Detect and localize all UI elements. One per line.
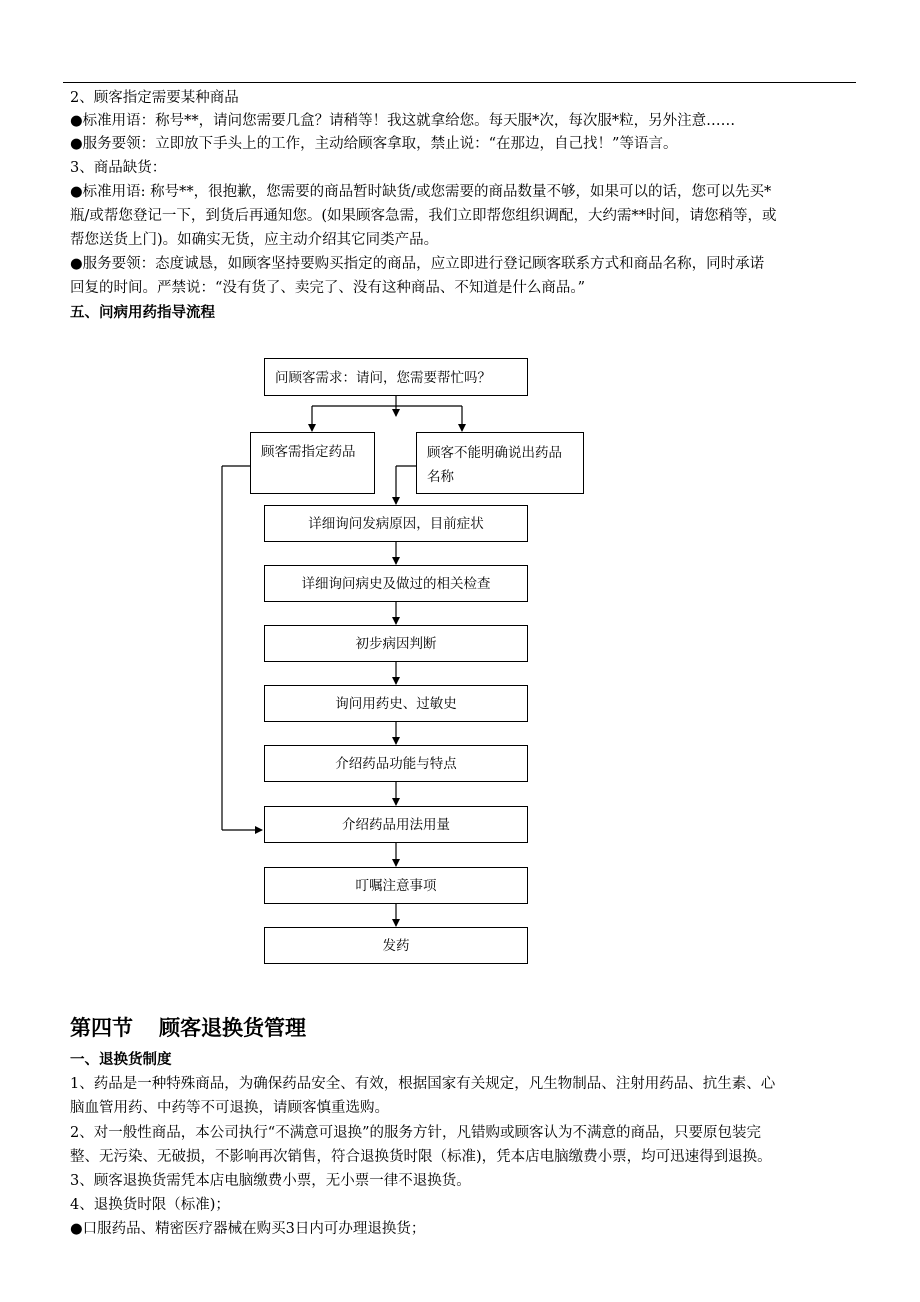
return-policy-heading: 一、退换货制度	[70, 1051, 172, 1068]
section-4-title-text: 顾客退换货管理	[159, 1015, 306, 1040]
step-dispense-box: 发药	[264, 927, 528, 964]
section-5-heading: 五、问病用药指导流程	[70, 304, 215, 321]
item-3-heading: 3、商品缺货：	[70, 160, 167, 176]
step-symptoms-box: 详细询问发病原因，目前症状	[264, 505, 528, 542]
service-key-line: ●服务要领：立即放下手头上的工作，主动给顾客拿取，禁止说：“在那边，自己找！”等语言。	[70, 136, 678, 152]
standard-phrase-line: ●标准用语：称号**，请问您需要几盒？请稍等！我这就拿给您。每天服*次，每次服*粒，另外注意……	[70, 113, 736, 129]
out-of-stock-line-3: 帮您送货上门)。如确实无货，应主动介绍其它同类产品。	[70, 232, 439, 248]
section-4-number: 第四节	[70, 1015, 133, 1040]
step-precautions-box: 叮嘱注意事项	[264, 867, 528, 904]
unclear-drug-box: 顾客不能明确说出药品名称	[416, 432, 584, 494]
policy-4-heading: 4、退换货时限（标准)；	[70, 1197, 230, 1213]
policy-2-line-2: 整、无污染、无破损，不影响再次销售，符合退换货时限（标准)，凭本店电脑缴费小票，均可迅速得到退换。	[70, 1149, 772, 1165]
policy-3-line: 3、顾客退换货需凭本店电脑缴费小票，无小票一律不退换货。	[70, 1173, 471, 1189]
policy-4-bullet: ●口服药品、精密医疗器械在购买3日内可办理退换货；	[70, 1221, 426, 1237]
step-history-box: 详细询问病史及做过的相关检查	[264, 565, 528, 602]
step-features-box: 介绍药品功能与特点	[264, 745, 528, 782]
step-allergy-box: 询问用药史、过敏史	[264, 685, 528, 722]
out-of-stock-line-2: 瓶/或帮您登记一下，到货后再通知您。(如果顾客急需，我们立即帮您组织调配，大约需**时间，请您稍等，或	[70, 208, 777, 224]
step-dosage-box: 介绍药品用法用量	[264, 806, 528, 843]
policy-1-line-1: 1、药品是一种特殊商品，为确保药品安全、有效，根据国家有关规定，凡生物制品、注射用药品、抗生素、心	[70, 1076, 776, 1092]
service-key-line-2: ●服务要领：态度诚恳，如顾客坚持要购买指定的商品，应立即进行登记顾客联系方式和商品名称，同时承诺	[70, 256, 765, 272]
step-diagnosis-box: 初步病因判断	[264, 625, 528, 662]
policy-1-line-2: 脑血管用药、中药等不可退换，请顾客慎重选购。	[70, 1100, 389, 1116]
specified-drug-box: 顾客需指定药品	[250, 432, 375, 494]
item-2-heading: 2、顾客指定需要某种商品	[70, 90, 239, 106]
policy-2-line-1: 2、对一般性商品，本公司执行“不满意可退换”的服务方针，凡错购或顾客认为不满意的商品，只要原包装完	[70, 1125, 762, 1141]
ask-need-box: 问顾客需求：请问，您需要帮忙吗？	[264, 358, 528, 396]
service-key-line-3: 回复的时间。严禁说：“没有货了、卖完了、没有这种商品、不知道是什么商品。”	[70, 280, 586, 296]
section-4-title	[70, 1012, 306, 1042]
out-of-stock-line-1: ●标准用语: 称号**，很抱歉，您需要的商品暂时缺货/或您需要的商品数量不够，如果可以的话，您可以先买*	[70, 184, 772, 200]
